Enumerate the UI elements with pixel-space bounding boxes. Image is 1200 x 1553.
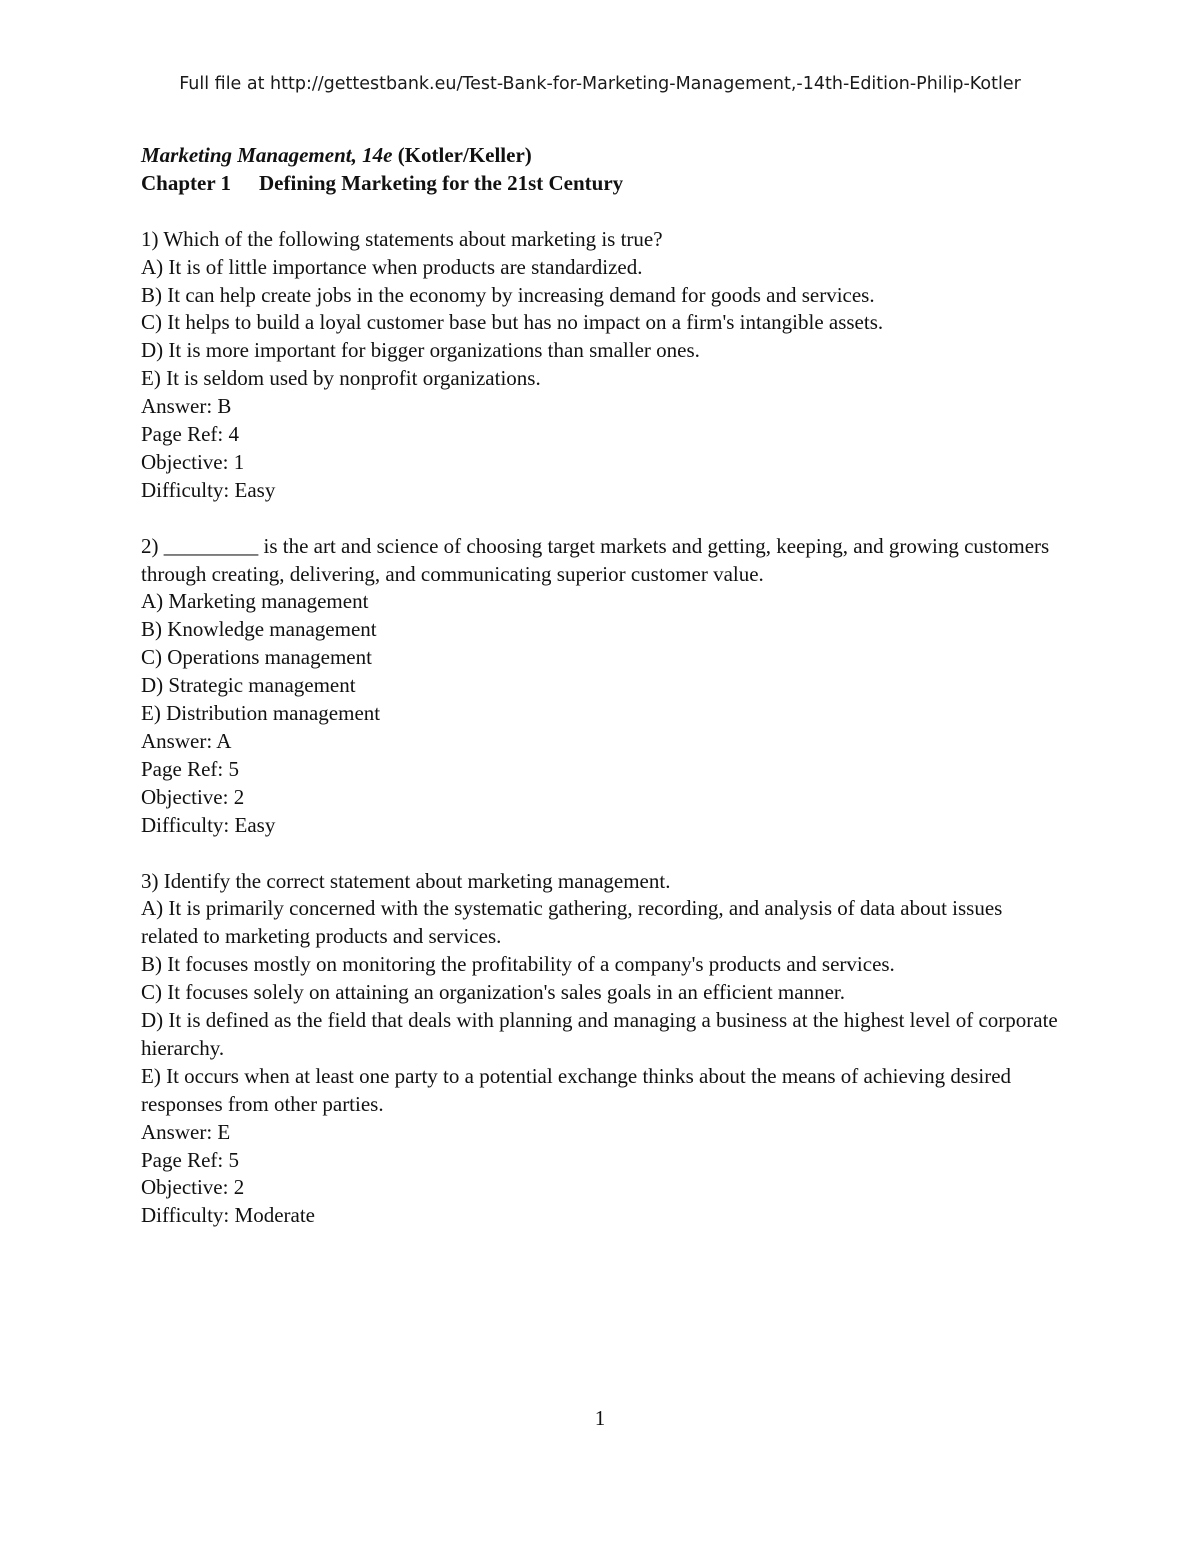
option-a: A) It is of little importance when products are standardized. [141, 254, 643, 279]
book-title-line [141, 142, 1061, 170]
book-authors: (Kotler/Keller) [392, 143, 532, 167]
question-3 [141, 868, 1061, 1231]
option-b: B) Knowledge management [141, 617, 377, 642]
objective: Objective: 1 [141, 449, 245, 474]
chapter-label: Chapter 1 [141, 170, 232, 195]
difficulty: Difficulty: Easy [141, 477, 276, 502]
option-b: B) It focuses mostly on monitoring the profitability of a company's products and services. [141, 952, 895, 977]
book-title: Marketing Management, 14e [141, 143, 393, 167]
option-e: E) It is seldom used by nonprofit organizations. [141, 366, 541, 391]
question-stem: 1) Which of the following statements about marketing is true? [141, 226, 663, 251]
option-a: A) Marketing management [141, 589, 369, 614]
chapter-heading [141, 170, 1061, 198]
objective: Objective: 2 [141, 1175, 245, 1200]
option-c: C) It focuses solely on attaining an organization's sales goals in an efficient manner. [141, 980, 845, 1005]
full-file-link[interactable]: Full file at http://gettestbank.eu/Test-Bank-for-Marketing-Management,-14th-Edition-Philip-Kotler [179, 74, 1021, 94]
option-c: C) Operations management [141, 645, 372, 670]
document-body [141, 142, 1061, 1230]
page-ref: Page Ref: 5 [141, 1147, 239, 1172]
chapter-title: Defining Marketing for the 21st Century [259, 170, 624, 195]
question-stem: 3) Identify the correct statement about marketing management. [141, 868, 671, 893]
answer: Answer: E [141, 1119, 231, 1144]
page-ref: Page Ref: 5 [141, 756, 239, 781]
spacer [141, 840, 1061, 868]
option-e: E) It occurs when at least one party to a potential exchange thinks about the means of achieving desired responses from other parties. [141, 1063, 1012, 1116]
page-number: 1 [594, 1406, 606, 1430]
spacer [141, 505, 1061, 533]
option-c: C) It helps to build a loyal customer base but has no impact on a firm's intangible assets. [141, 310, 884, 335]
option-a: A) It is primarily concerned with the systematic gathering, recording, and analysis of data about issues related to marketing products and services. [141, 896, 1003, 949]
option-b: B) It can help create jobs in the economy by increasing demand for goods and services. [141, 282, 875, 307]
option-e: E) Distribution management [141, 701, 381, 726]
difficulty: Difficulty: Easy [141, 812, 276, 837]
question-1 [141, 226, 1061, 505]
answer: Answer: B [141, 394, 232, 419]
option-d: D) Strategic management [141, 673, 356, 698]
answer: Answer: A [141, 729, 232, 753]
option-d: D) It is more important for bigger organizations than smaller ones. [141, 338, 700, 363]
question-stem: 2) _________ is the art and science of choosing target markets and getting, keeping, and growing customers through creating, delivering, and communicating superior customer value. [141, 533, 1050, 586]
page-ref: Page Ref: 4 [141, 422, 239, 447]
option-d: D) It is defined as the field that deals with planning and managing a business at the highest level of corporate hierarchy. [141, 1008, 1058, 1060]
spacer [141, 198, 1061, 226]
difficulty: Difficulty: Moderate [141, 1203, 315, 1228]
objective: Objective: 2 [141, 784, 245, 809]
question-2 [141, 533, 1061, 840]
